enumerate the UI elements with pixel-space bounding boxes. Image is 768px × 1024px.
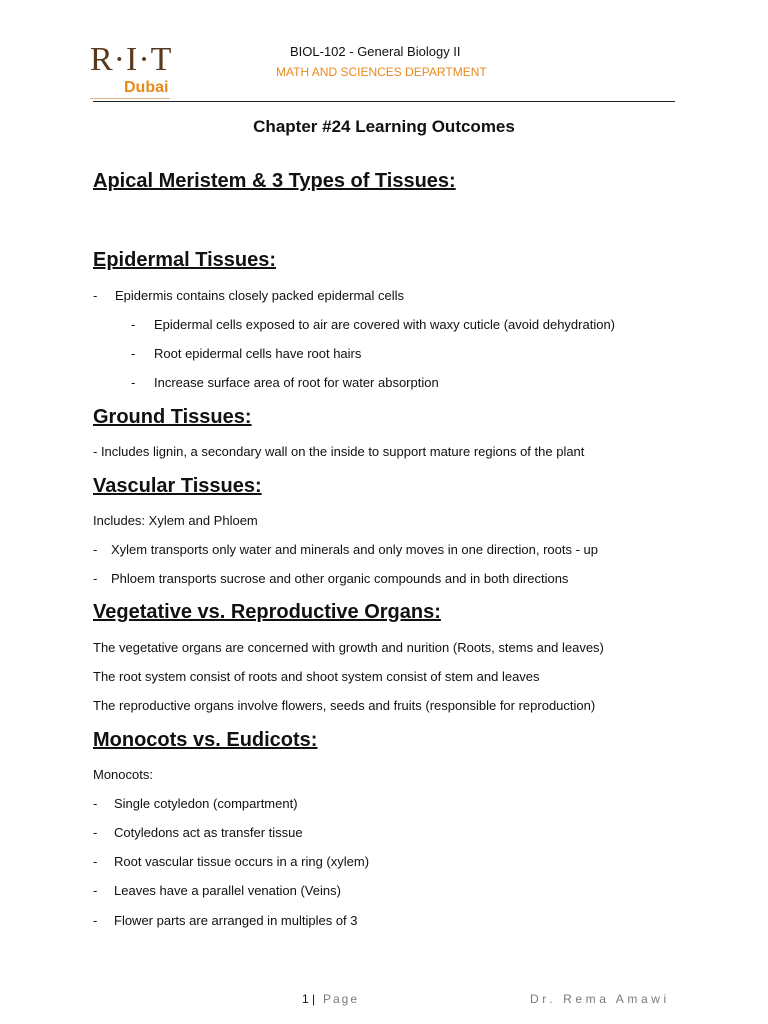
bullet-dash: - (93, 913, 98, 928)
list-item: Root vascular tissue occurs in a ring (xylem) (114, 854, 370, 869)
rit-logo: R·I·T (90, 41, 173, 78)
list-item: Xylem transports only water and minerals and only moves in one direction, roots - up (111, 542, 599, 557)
footer-author: Dr. Rema Amawi (530, 992, 670, 1006)
bullet-dash: - (93, 571, 98, 586)
list-item: Cotyledons act as transfer tissue (114, 825, 303, 840)
bullet-dash: - (93, 288, 98, 303)
bullet-dash: - (93, 542, 98, 557)
sub-list-item: Epidermal cells exposed to air are covered with waxy cuticle (avoid dehydration) (154, 317, 615, 332)
paragraph-line: The reproductive organs involve flowers, seeds and fruits (responsible for reproduction) (93, 698, 596, 713)
chapter-title: Chapter #24 Learning Outcomes (253, 117, 515, 136)
header-divider (93, 101, 675, 102)
heading-ground-tissues: Ground Tissues: (93, 406, 252, 428)
list-item: Single cotyledon (compartment) (114, 796, 298, 811)
vascular-intro: Includes: Xylem and Phloem (93, 513, 258, 528)
sub-list-item: Increase surface area of root for water absorption (154, 375, 439, 390)
bullet-dash: - (93, 796, 98, 811)
monocots-intro: Monocots: (93, 767, 153, 782)
footer-page-label: Page (323, 992, 360, 1006)
logo-underline (90, 98, 170, 99)
heading-epidermal-tissues: Epidermal Tissues: (93, 249, 277, 271)
sub-list-item: Root epidermal cells have root hairs (154, 346, 362, 361)
department-name: MATH AND SCIENCES DEPARTMENT (276, 65, 487, 79)
bullet-dash: - (131, 346, 136, 361)
paragraph-line: The vegetative organs are concerned with growth and nurition (Roots, stems and leaves) (93, 640, 604, 655)
heading-vascular-tissues: Vascular Tissues: (93, 475, 262, 497)
ground-tissues-text: - Includes lignin, a secondary wall on the inside to support mature regions of the plant (93, 444, 585, 459)
bullet-dash: - (131, 375, 136, 390)
bullet-dash: - (93, 883, 98, 898)
list-item: Phloem transports sucrose and other organic compounds and in both directions (111, 571, 569, 586)
list-item: Epidermis contains closely packed epidermal cells (115, 288, 405, 303)
heading-vegetative-reproductive: Vegetative vs. Reproductive Organs: (93, 601, 441, 623)
heading-monocots-eudicots: Monocots vs. Eudicots: (93, 729, 318, 751)
bullet-dash: - (93, 854, 98, 869)
rit-logo-dubai: Dubai (124, 79, 169, 96)
bullet-dash: - (131, 317, 136, 332)
bullet-dash: - (93, 825, 98, 840)
list-item: Flower parts are arranged in multiples of 3 (114, 913, 358, 928)
paragraph-line: The root system consist of roots and shoot system consist of stem and leaves (93, 669, 540, 684)
footer-page-number: 1 | (302, 992, 316, 1006)
course-title: BIOL-102 - General Biology II (290, 44, 461, 59)
list-item: Leaves have a parallel venation (Veins) (114, 883, 341, 898)
heading-apical-meristem: Apical Meristem & 3 Types of Tissues: (93, 170, 456, 192)
